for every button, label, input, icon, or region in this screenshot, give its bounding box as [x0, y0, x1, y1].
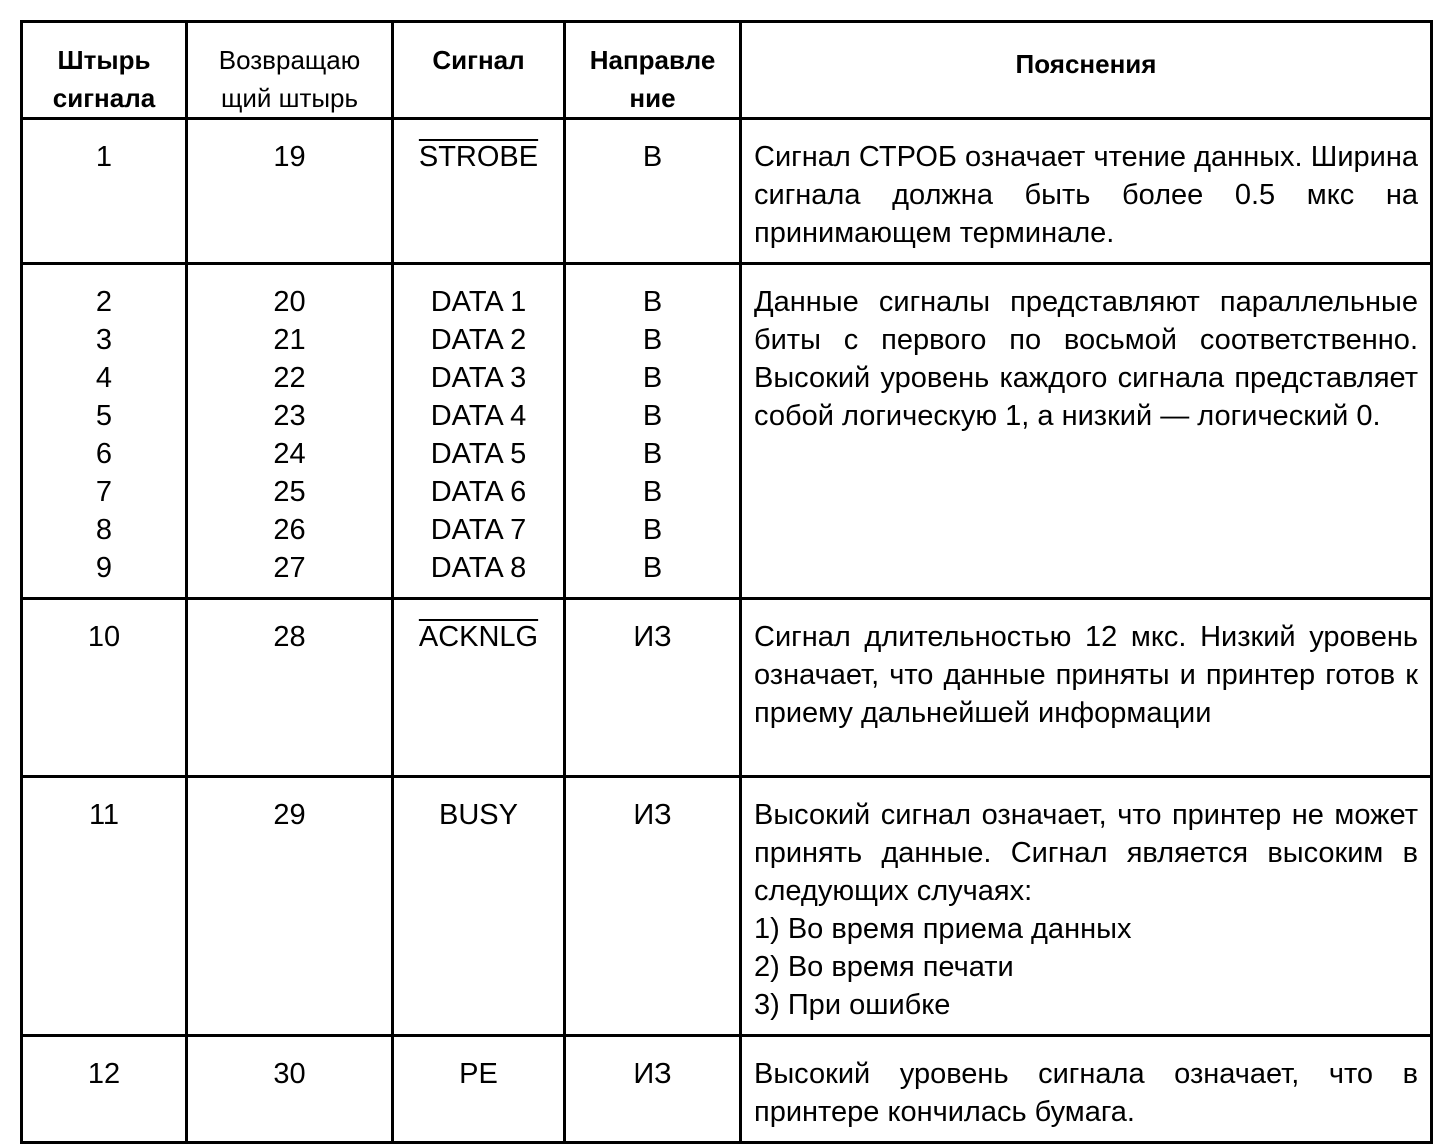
list-item: DATA 5	[430, 438, 527, 470]
list-item: DATA 4	[430, 400, 527, 432]
list-item: 21	[273, 324, 306, 356]
cell-notes	[741, 777, 1432, 1036]
list-item: 23	[273, 400, 306, 432]
list-item: 3) При ошибке	[754, 989, 951, 1021]
header-notes	[741, 22, 1432, 119]
header-return-pin	[187, 22, 393, 119]
list-item: 25	[273, 476, 306, 508]
cell-return-pin: 19	[187, 119, 393, 264]
list-item: 2) Во время печати	[754, 951, 1014, 983]
list-item: В	[642, 514, 663, 546]
cell-signal	[393, 599, 565, 777]
list-item: DATA 6	[430, 476, 527, 508]
cell-direction: ИЗ	[565, 1036, 741, 1143]
list-item: 27	[273, 552, 306, 584]
table-row-data	[22, 264, 1432, 599]
cell-direction: ИЗ	[565, 777, 741, 1036]
cell-direction: В	[565, 119, 741, 264]
cell-pin: 11	[22, 777, 187, 1036]
cell-notes: Данные сигналы представляют параллельные биты с первого по восьмой соответственно. Высокий уровень каждого сигнала представляет собой логическую 1, а низкий — логический 0.	[741, 264, 1432, 599]
cell-signal: PE	[393, 1036, 565, 1143]
header-return-pin-line-2: щий штырь	[220, 83, 359, 113]
header-signal	[393, 22, 565, 119]
cell-pin: 1	[22, 119, 187, 264]
cell-notes: Высокий уровень сигнала означает, что в принтере кончилась бумага.	[741, 1036, 1432, 1143]
list-item: 6	[95, 438, 113, 470]
list-item: В	[642, 552, 663, 584]
list-item: 7	[95, 476, 113, 508]
header-return-pin-line-1: Возвращаю	[218, 45, 361, 75]
list-item: 9	[95, 552, 113, 584]
list-item: В	[642, 476, 663, 508]
signal-acknlg-inverted: ACKNLG	[418, 621, 539, 653]
list-item: 24	[273, 438, 306, 470]
list-item: DATA 3	[430, 362, 527, 394]
cell-signal: BUSY	[393, 777, 565, 1036]
list-item: 26	[273, 514, 306, 546]
pinout-table	[20, 20, 1433, 1144]
list-item: В	[642, 362, 663, 394]
header-direction-line-1: Направле	[589, 45, 716, 75]
cell-return-pin: 28	[187, 599, 393, 777]
list-item: 3	[95, 324, 113, 356]
list-item: В	[642, 400, 663, 432]
header-pin-line-1: Штырь	[57, 45, 151, 75]
cell-return-pin: 29	[187, 777, 393, 1036]
cell-return-pin: 30	[187, 1036, 393, 1143]
header-signal-label: Сигнал	[432, 45, 525, 75]
list-item: 5	[95, 400, 113, 432]
cell-directions-list	[565, 264, 741, 599]
list-item: 4	[95, 362, 113, 394]
cell-direction: ИЗ	[565, 599, 741, 777]
list-item: 2	[95, 286, 113, 318]
list-item: В	[642, 438, 663, 470]
header-notes-label: Пояснения	[1015, 49, 1157, 79]
table-row-busy	[22, 777, 1432, 1036]
table-row-acknlg	[22, 599, 1432, 777]
list-item: DATA 2	[430, 324, 527, 356]
cell-signals-list	[393, 264, 565, 599]
cell-signal	[393, 119, 565, 264]
list-item: DATA 8	[430, 552, 527, 584]
table-header-row	[22, 22, 1432, 119]
cell-pin: 12	[22, 1036, 187, 1143]
cell-notes: Сигнал длительностью 12 мкс. Низкий уровень означает, что данные приняты и принтер готов к приему дальнейшей информации	[741, 599, 1432, 777]
list-item: DATA 1	[430, 286, 527, 318]
cell-return-pins-list	[187, 264, 393, 599]
list-item: 20	[273, 286, 306, 318]
list-item: В	[642, 324, 663, 356]
cell-notes: Сигнал СТРОБ означает чтение данных. Ширина сигнала должна быть более 0.5 мкс на принимающем терминале.	[741, 119, 1432, 264]
header-direction	[565, 22, 741, 119]
list-item: 1) Во время приема данных	[754, 913, 1132, 945]
pinout-table-sheet	[20, 20, 1430, 1144]
list-item: 8	[95, 514, 113, 546]
table-row-pe	[22, 1036, 1432, 1143]
list-item: В	[642, 286, 663, 318]
signal-strobe-inverted: STROBE	[418, 141, 539, 173]
table-row-strobe	[22, 119, 1432, 264]
list-item: DATA 7	[430, 514, 527, 546]
header-direction-line-2: ние	[629, 83, 676, 113]
cell-pin: 10	[22, 599, 187, 777]
cell-pins-list	[22, 264, 187, 599]
header-pin	[22, 22, 187, 119]
notes-text: Высокий сигнал означает, что принтер не может принять данные. Сигнал является высоким в следующих случаях:	[754, 799, 1418, 907]
list-item: 22	[273, 362, 306, 394]
header-pin-line-2: сигнала	[52, 83, 156, 113]
